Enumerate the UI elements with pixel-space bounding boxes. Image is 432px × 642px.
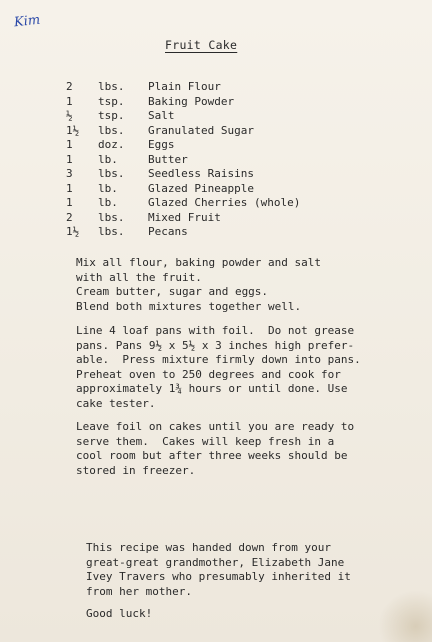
- handwritten-note: Kim: [13, 12, 41, 31]
- ingredient-item: Butter: [148, 152, 188, 166]
- ingredient-row: [66, 80, 300, 95]
- ingredient-unit: lbs.: [98, 225, 125, 238]
- ingredient-qty: 1: [66, 152, 73, 166]
- ingredient-row: [66, 109, 300, 124]
- recipe-history: This recipe was handed down from your great-great grandmother, Elizabeth Jane Ivey Travers who presumably inherited it from her mother.: [86, 541, 351, 598]
- ingredient-unit: doz.: [98, 138, 125, 151]
- ingredient-row: [66, 124, 300, 139]
- ingredient-unit: lb.: [98, 152, 118, 166]
- ingredient-row: [66, 196, 300, 211]
- ingredient-qty: ½: [66, 109, 73, 122]
- ingredient-item: Granulated Sugar: [148, 123, 254, 137]
- ingredient-item: Glazed Pineapple: [148, 181, 254, 195]
- storage-instructions: Leave foil on cakes until you are ready to serve them. Cakes will keep fresh in a cool room but after three weeks should be stored in freezer.: [76, 420, 355, 477]
- ingredient-row: [66, 225, 300, 240]
- ingredient-qty: 2: [66, 210, 73, 224]
- ingredient-qty: 3: [66, 167, 73, 180]
- ingredient-item: Baking Powder: [148, 94, 235, 108]
- ingredient-row: [66, 211, 300, 226]
- ingredient-item: Seedless Raisins: [148, 167, 254, 180]
- ingredient-item: Eggs: [148, 138, 175, 151]
- ingredient-unit: lbs.: [98, 123, 125, 137]
- ingredient-qty: 1½: [66, 123, 80, 137]
- ingredient-unit: lbs.: [98, 210, 125, 224]
- ingredient-item: Glazed Cherries (whole): [148, 196, 301, 209]
- ingredient-unit: lb.: [98, 196, 118, 209]
- mixing-instructions: Mix all flour, baking powder and salt with all the fruit. Cream butter, sugar and eggs. Blend both mixtures together well.: [76, 256, 322, 313]
- ingredient-row: [66, 182, 300, 197]
- ingredient-item: Mixed Fruit: [148, 210, 221, 224]
- ingredient-item: Plain Flour: [148, 80, 221, 93]
- baking-instructions: Line 4 loaf pans with foil. Do not grease pans. Pans 9½ x 5½ x 3 inches high prefer- able. Press mixture firmly down into pans. Preheat oven to 250 degrees and cook for approximately 1¾ hours or until done. Use cake tester.: [76, 324, 361, 410]
- ingredient-unit: lb.: [98, 181, 118, 195]
- ingredient-row: [66, 167, 300, 182]
- ingredient-qty: 1½: [66, 225, 80, 238]
- ingredient-qty: 1: [66, 94, 73, 108]
- ingredient-unit: tsp.: [98, 109, 125, 122]
- ingredient-row: [66, 95, 300, 110]
- ingredient-unit: lbs.: [98, 167, 125, 180]
- ingredient-item: Pecans: [148, 225, 188, 238]
- ingredient-unit: lbs.: [98, 80, 125, 93]
- ingredient-unit: tsp.: [98, 94, 125, 108]
- ingredient-row: [66, 153, 300, 168]
- ingredient-list: [66, 80, 300, 240]
- closing-line: Good luck!: [86, 607, 153, 620]
- ingredient-qty: 1: [66, 196, 73, 209]
- ingredient-qty: 2: [66, 80, 73, 93]
- ingredient-qty: 1: [66, 138, 73, 151]
- ingredient-row: [66, 138, 300, 153]
- ingredient-item: Salt: [148, 109, 175, 122]
- ingredient-qty: 1: [66, 181, 73, 195]
- recipe-title: Fruit Cake: [165, 38, 238, 52]
